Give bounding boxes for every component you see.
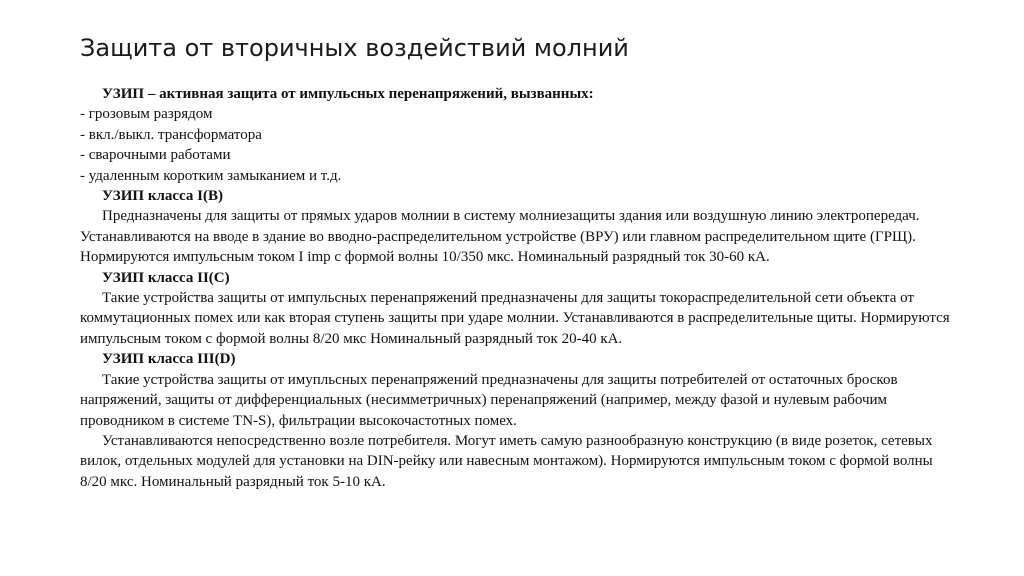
class-b-heading: УЗИП класса I(B) bbox=[102, 188, 223, 205]
list-item: - вкл./выкл. трансформатора bbox=[80, 126, 262, 143]
list-item: - сварочными работами bbox=[80, 147, 231, 164]
slide-title: Защита от вторичных воздействий молний bbox=[80, 34, 629, 62]
class-c-heading: УЗИП класса II(C) bbox=[102, 269, 230, 286]
list-item: - грозовым разрядом bbox=[80, 106, 213, 123]
class-d-text-2: Устанавливаются непосредственно возле потребителя. Могут иметь самую разнообразную конструкцию (в виде розеток, сетевых вилок, отдельных модулей для установки на DIN-рейку или навесным монтажом). Нормируются импульсным током с формой волны 8/20 мкс. Номинальный разрядный ток 5-10 кА. bbox=[80, 432, 933, 490]
list-item: - удаленным коротким замыканием и т.д. bbox=[80, 167, 342, 184]
class-d-text-1: Такие устройства защиты от имупльсных перенапряжений предназначены для защиты потребителей от остаточных бросков напряжений, защиты от дифференциальных (несимметричных) перенапряжений (например, между фазой и нулевым рабочим проводником в системе TN-S), фильтрации высокочастотных помех. bbox=[80, 371, 898, 429]
class-c-text: Такие устройства защиты от импульсных перенапряжений предназначены для защиты токораспределительной сети объекта от коммутационных помех или как вторая ступень защиты при ударе молнии. Устанавливаются в распределительные щиты. Нормируются импульсным током с формой волны 8/20 мкс Номинальный разрядный ток 20-40 кА. bbox=[80, 290, 950, 347]
slide-body bbox=[80, 84, 950, 492]
class-b-text: Предназначены для защиты от прямых ударов молнии в систему молниезащиты здания или воздушную линию электропередач. Устанавливаются на вводе в здание во вводно-распределительном устройстве (ВРУ) или главном распределительном щите (ГРЩ). Нормируются импульсным током I imp с формой волны 10/350 мкс. Номинальный разрядный ток 30-60 кА. bbox=[80, 208, 920, 266]
intro-heading: УЗИП – активная защита от импульсных перенапряжений, вызванных: bbox=[102, 86, 594, 102]
class-d-heading: УЗИП класса III(D) bbox=[102, 351, 236, 368]
